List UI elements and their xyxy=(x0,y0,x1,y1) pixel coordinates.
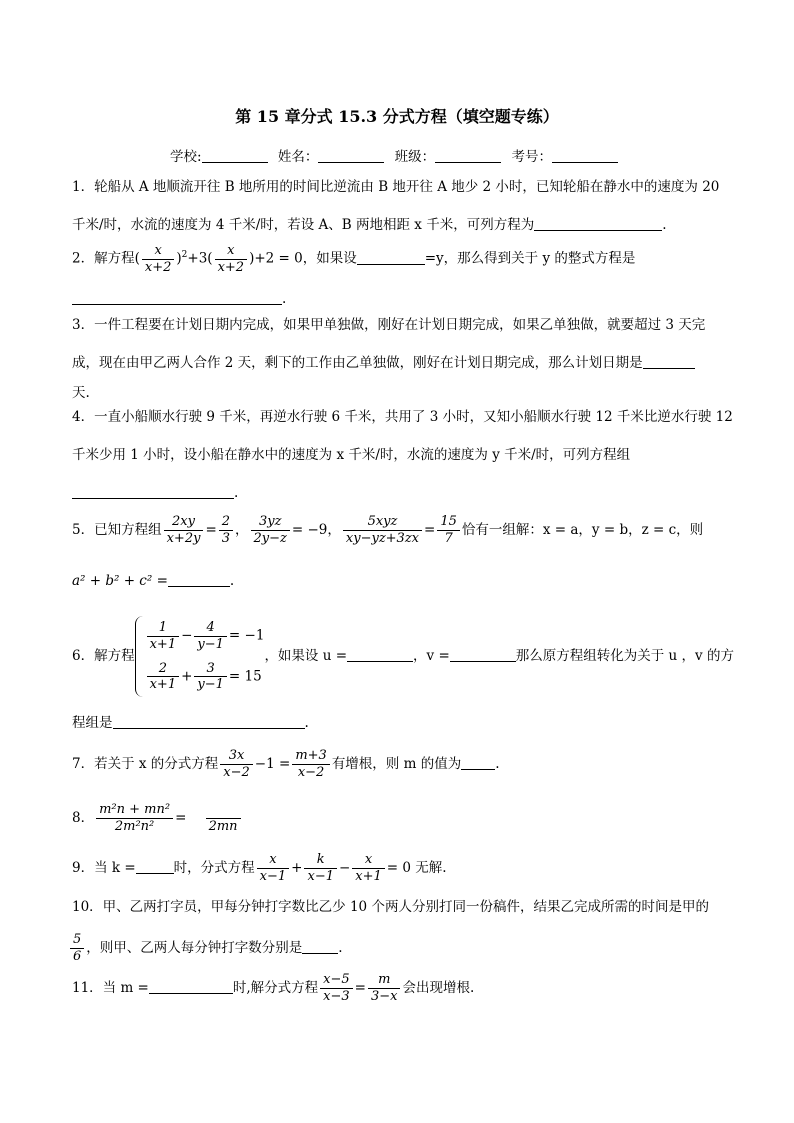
q2-end: . xyxy=(282,291,287,307)
exam-no-label: 考号： xyxy=(511,149,552,165)
question-1 xyxy=(72,168,722,244)
q1-end: . xyxy=(662,217,667,233)
page-title: 第 15 章分式 15.3 分式方程（填空题专练） xyxy=(235,107,559,126)
q2-line1: 2．解方程( $\frac{x}{x+2}$ )$^2$+3( $\frac{x}{x+2}$ )+2 = 0，如果设 =y，那么得到关于 y 的整式方程是 xyxy=(72,242,636,275)
q5-frac1r: $\frac{2}{3}$ xyxy=(219,514,233,546)
q8-answer-frac: 2mn xyxy=(206,803,241,835)
q4-answer-blank[interactable] xyxy=(72,484,234,499)
q1-answer-blank[interactable] xyxy=(534,216,662,231)
q6-system: $\frac{1}{x+1}$ − $\frac{4}{y-1}$ = −1 $\frac{2}{x+1}$ + $\frac{3}{y-1}$ = 15 xyxy=(135,616,265,696)
q1-line1: 1．轮船从 A 地顺流开往 B 地所用的时间比逆流由 B 地开往 A 地少 2 小时，已知轮船在静水中的速度为 20 xyxy=(72,179,720,195)
q2-sub-blank[interactable] xyxy=(357,250,425,265)
q3-line1: 3．一件工程要在计划日期内完成，如果甲单独做，刚好在计划日期完成，如果乙单独做，就要超过 3 天完 xyxy=(72,317,706,333)
q6-line1: 6．解方程 $\frac{1}{x+1}$ − $\frac{4}{y-1}$ = −1 $\frac{2}{x+1}$ + $\frac{3}{y-1}$ = 15 ，如果设 u = ，v = 那么原方程组转化为关于 u ，v 的方 xyxy=(72,612,722,700)
name-blank[interactable] xyxy=(318,148,384,163)
question-5 xyxy=(72,508,722,600)
q2-frac1: $\frac{x}{x+2}$ xyxy=(142,243,175,275)
q8-line1: 8． $\frac{\text{m²n + mn²}}{\text{2m²n²}}$ = 2mn xyxy=(72,796,722,840)
q2-after: =y，那么得到关于 y 的整式方程是 xyxy=(424,250,636,267)
q10-line2: $\frac{5}{6}$ ，则甲、乙两人每分钟打字数分别是 . xyxy=(72,926,722,970)
q5-frac1: $\frac{2xy}{x+2y}$ xyxy=(164,514,204,546)
q5-line1: 5．已知方程组 $\frac{2xy}{x+2y}$ = $\frac{2}{3}$ ， $\frac{3yz}{2y-z}$ = −9， $\frac{\text{5xyz}}{xy-yz+3zx}$ = $\frac{15}{7}$ 恰有一组解：x = a，y = b，z = c，则 xyxy=(72,514,704,546)
q10-answer-blank[interactable] xyxy=(302,939,338,954)
q3-text: 成，现在由甲乙两人合作 2 天，剩下的工作由乙单独做，刚好在计划日期完成，那么计划日期是 xyxy=(72,355,643,371)
q5-line2: a² + b² + c² = . xyxy=(72,573,235,589)
question-9 xyxy=(72,846,722,890)
class-label: 班级： xyxy=(394,149,436,165)
q4-line1: 4．一直小船顺水行驶 9 千米，再逆水行驶 6 千米，共用了 3 小时，又知小船顺水行驶 12 千米比逆水行驶 12 xyxy=(72,409,733,425)
name-label: 姓名： xyxy=(277,149,319,165)
q2-frac2: $\frac{x}{x+2}$ xyxy=(215,243,248,275)
school-blank[interactable] xyxy=(202,148,268,163)
q5-answer-blank[interactable] xyxy=(168,572,230,587)
q6-u-blank[interactable] xyxy=(347,647,413,662)
class-blank[interactable] xyxy=(435,148,501,163)
q4-line3 xyxy=(72,474,722,512)
question-7 xyxy=(72,742,722,786)
q9-line1: 9．当 k = 时，分式方程 $\frac{x}{x-1}$ + $\frac{k}{x-1}$ − $\frac{x}{x+1}$ = 0 无解. xyxy=(72,852,447,884)
exam-no-blank[interactable] xyxy=(552,148,618,163)
q3-line3: 天. xyxy=(72,385,90,401)
q5-prefix: 5．已知方程组 xyxy=(72,522,162,538)
question-6 xyxy=(72,612,734,742)
school-label: 学校: xyxy=(170,149,202,165)
q6-v-blank[interactable] xyxy=(450,647,516,662)
q6-prefix: 6．解方程 xyxy=(72,648,135,664)
student-info-row xyxy=(0,145,794,165)
q2-mid2: )+2 = 0，如果设 xyxy=(249,250,357,267)
q3-line2 xyxy=(72,344,722,382)
q6-line2: 程组是 . xyxy=(72,715,309,731)
q5-frac3r: $\frac{15}{7}$ xyxy=(437,514,460,546)
q9-answer-blank[interactable] xyxy=(136,859,174,874)
q7-line1: 7．若关于 x 的分式方程 $\frac{3x}{x-2}$ −1 = $\frac{m+3}{x-2}$ 有增根，则 m 的值为 . xyxy=(72,748,500,780)
question-3 xyxy=(72,306,722,412)
q6-answer-blank[interactable] xyxy=(113,714,305,729)
q11-answer-blank[interactable] xyxy=(149,979,233,994)
q2-answer-blank[interactable] xyxy=(72,290,282,305)
question-11 xyxy=(72,966,722,1010)
q7-answer-blank[interactable] xyxy=(461,755,495,770)
question-8 xyxy=(72,796,722,840)
q1-text: 千米/时，水流的速度为 4 千米/时，若设 A、B 两地相距 x 千米，可列方程为 xyxy=(72,217,535,233)
q5-suffix: 恰有一组解：x = a，y = b，z = c，则 xyxy=(461,522,704,538)
q4-line2: 千米少用 1 小时，设小船在静水中的速度为 x 千米/时，水流的速度为 y 千米/时，可列方程组 xyxy=(72,447,631,463)
q5-expr: a² + b² + c² = xyxy=(72,573,168,589)
q3-answer-blank[interactable] xyxy=(643,354,695,369)
q11-line1: 11．当 m = 时,解分式方程 $\frac{x-5}{x-3}$ = $\frac{m}{3-x}$ 会出现增根. xyxy=(72,972,475,1004)
q10-line1: 10．甲、乙两打字员，甲每分钟打字数比乙少 10 个两人分别打同一份稿件，结果乙完成所需的时间是甲的 xyxy=(72,899,709,915)
question-10 xyxy=(72,888,722,970)
question-4 xyxy=(72,398,733,512)
q4-end: . xyxy=(234,485,239,501)
q2-mid1: +3( xyxy=(187,250,213,267)
q5-frac2: $\frac{3yz}{2y-z}$ xyxy=(251,514,290,546)
q2-prefix: 2．解方程 xyxy=(72,250,135,267)
q5-frac3: $\frac{\text{5xyz}}{xy-yz+3zx}$ xyxy=(343,514,422,546)
q8-answer-blank[interactable] xyxy=(206,803,241,819)
